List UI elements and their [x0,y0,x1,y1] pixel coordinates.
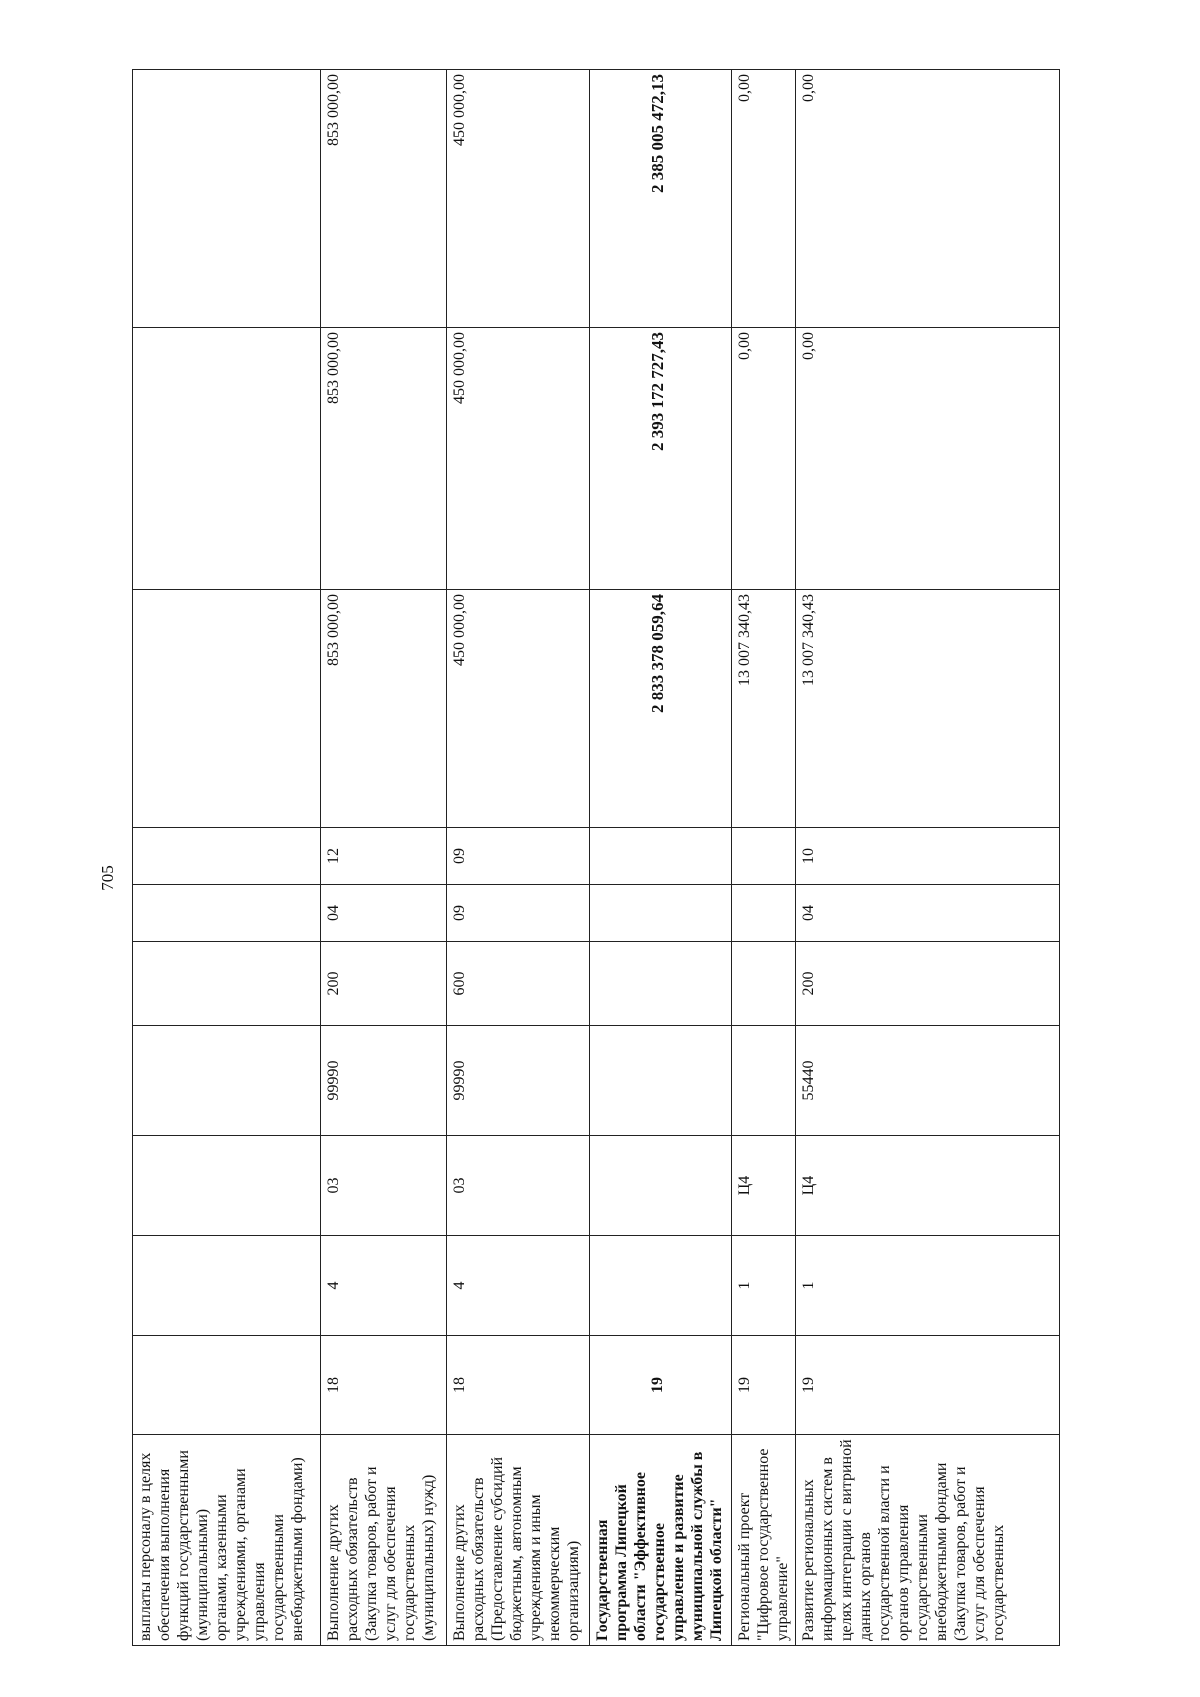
table-row-program [590,70,732,1646]
cell-c1: 19 [732,1336,796,1435]
cell-c5: 600 [447,942,590,1026]
cell-c2 [133,1236,321,1336]
cell-c6 [732,885,796,942]
cell-v3 [133,70,321,328]
cell-c3: 03 [321,1136,447,1236]
row-name: Выполнение других расходных обязательств (Предоставление субсидий бюджетным, автономным учреждениям и иным некоммерческим организациям) [447,1435,590,1646]
cell-v3: 853 000,00 [321,70,447,328]
cell-c2: 1 [732,1236,796,1336]
row-name: Государственная программа Липецкой области "Эффективное государственное управление и развитие муниципальной службы в Липецкой области" [590,1435,732,1646]
cell-v1: 13 007 340,43 [732,590,796,828]
cell-c2 [590,1236,732,1336]
table-row [796,70,1060,1646]
cell-c3: 03 [447,1136,590,1236]
cell-c1: 19 [796,1336,1060,1435]
cell-c1: 18 [321,1336,447,1435]
cell-c3 [133,1136,321,1236]
row-name: Развитие региональных информационных систем в целях интеграции с витриной данных органов государственной власти и органов управления государственными внебюджетными фондами (Закупка товаров, работ и услуг для обеспечения государственных [796,1435,1060,1646]
table-row [133,70,321,1646]
cell-c7 [590,828,732,885]
cell-v1: 2 833 378 059,64 [590,590,732,828]
cell-c3 [590,1136,732,1236]
budget-table [132,69,1060,1646]
cell-c2: 4 [447,1236,590,1336]
row-name: Выполнение других расходных обязательств (Закупка товаров, работ и услуг для обеспечения государственных (муниципальных) нужд) [321,1435,447,1646]
cell-c1: 19 [590,1336,732,1435]
cell-v3: 0,00 [732,70,796,328]
cell-v2 [133,328,321,590]
page-number: 705 [98,865,117,891]
cell-v2: 450 000,00 [447,328,590,590]
cell-c6 [590,885,732,942]
cell-c7 [133,828,321,885]
cell-c4: 55440 [796,1026,1060,1136]
table-row [447,70,590,1646]
cell-v2: 853 000,00 [321,328,447,590]
cell-c7 [732,828,796,885]
cell-c4 [732,1026,796,1136]
cell-v2: 0,00 [796,328,1060,590]
cell-c1 [133,1336,321,1435]
cell-c1: 18 [447,1336,590,1435]
cell-c4 [590,1026,732,1136]
rotated-page-content [132,70,1049,1646]
cell-c5 [732,942,796,1026]
cell-v3: 0,00 [796,70,1060,328]
cell-c5 [590,942,732,1026]
cell-c5: 200 [796,942,1060,1026]
cell-c4: 99990 [321,1026,447,1136]
cell-c5: 200 [321,942,447,1026]
cell-c5 [133,942,321,1026]
cell-c2: 4 [321,1236,447,1336]
cell-v3: 450 000,00 [447,70,590,328]
cell-c7: 12 [321,828,447,885]
cell-v2: 0,00 [732,328,796,590]
cell-c6: 04 [321,885,447,942]
table-row [732,70,796,1646]
row-name: выплаты персоналу в целях обеспечения выполнения функций государственными (муниципальными) органами, казенными учреждениями, органами управления государственными внебюджетными фондами) [133,1435,321,1646]
cell-c3: Ц4 [732,1136,796,1236]
cell-v1: 450 000,00 [447,590,590,828]
cell-v3: 2 385 005 472,13 [590,70,732,328]
cell-c6 [133,885,321,942]
row-name: Региональный проект "Цифровое государственное управление" [732,1435,796,1646]
cell-c4 [133,1026,321,1136]
cell-c2: 1 [796,1236,1060,1336]
cell-c4: 99990 [447,1026,590,1136]
cell-c7: 09 [447,828,590,885]
cell-c6: 09 [447,885,590,942]
cell-c7: 10 [796,828,1060,885]
cell-v1 [133,590,321,828]
table-row [321,70,447,1646]
cell-v2: 2 393 172 727,43 [590,328,732,590]
cell-v1: 853 000,00 [321,590,447,828]
cell-v1: 13 007 340,43 [796,590,1060,828]
cell-c3: Ц4 [796,1136,1060,1236]
cell-c6: 04 [796,885,1060,942]
